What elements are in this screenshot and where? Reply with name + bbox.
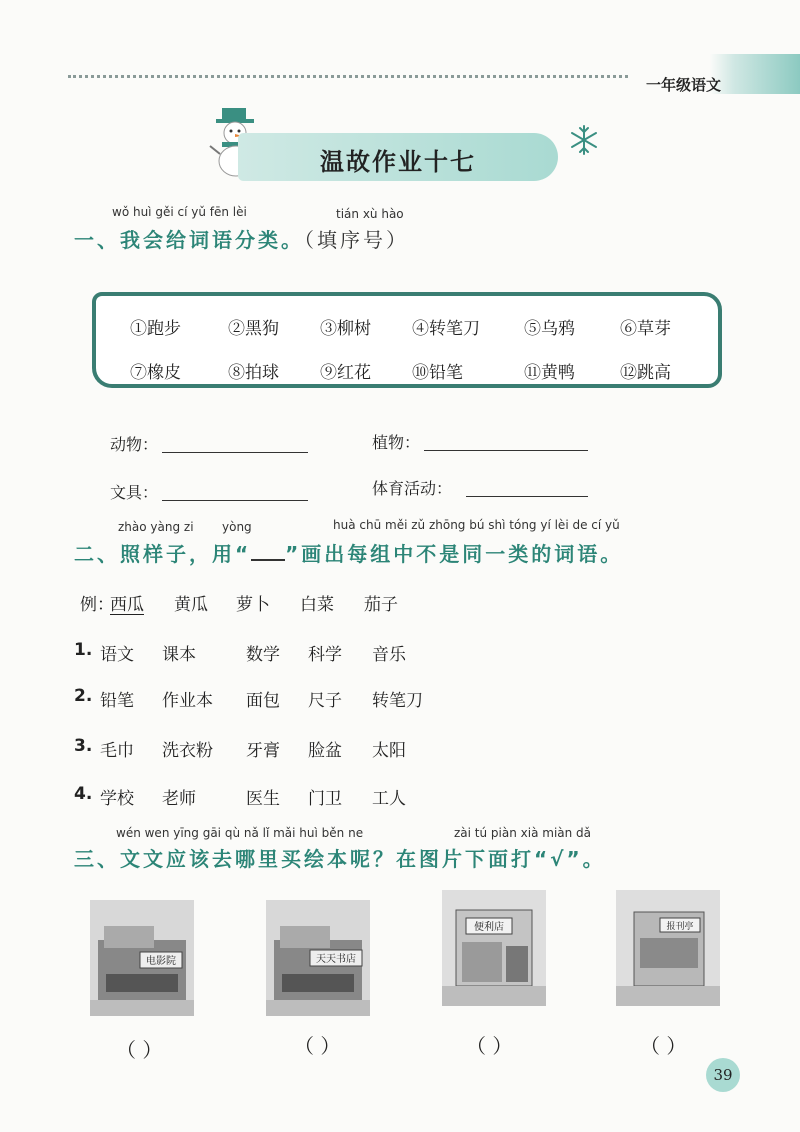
section2-pinyin-2: yòng [222, 520, 252, 534]
answer-box-newsstand[interactable]: （ ） [640, 1034, 687, 1058]
example-label: 例： [80, 595, 114, 615]
blank-label-animals: 动物： [110, 435, 159, 454]
section2-heading-a: 二、照样子，用“ [74, 542, 252, 566]
section1-heading-text: 一、我会给词语分类。 [74, 228, 304, 252]
word-item: ⑧拍球 [228, 363, 279, 383]
row-word[interactable]: 医生 [246, 789, 280, 809]
example-word: 茄子 [364, 595, 398, 615]
example-word: 西瓜 [110, 595, 144, 615]
row-word[interactable]: 太阳 [372, 741, 406, 761]
row-word[interactable]: 课本 [162, 645, 196, 665]
section2-heading [74, 538, 623, 567]
section1-pinyin-2: tián xù hào [336, 207, 404, 221]
row-word[interactable]: 作业本 [162, 691, 213, 711]
row-word[interactable]: 尺子 [308, 691, 342, 711]
cinema-picture [90, 900, 194, 1016]
example-word: 黄瓜 [174, 595, 208, 615]
convenience-store-sign: 便利店 [474, 922, 504, 933]
answer-box-cinema[interactable]: （ ） [116, 1038, 163, 1062]
row-word[interactable]: 音乐 [372, 645, 406, 665]
word-item: ⑫跳高 [620, 363, 671, 383]
example-word: 白菜 [300, 595, 334, 615]
snowflake-icon [568, 124, 600, 156]
example-word: 萝卜 [236, 595, 270, 615]
cinema-sign: 电影院 [146, 956, 176, 967]
word-item: ③柳树 [320, 319, 371, 339]
row-word[interactable]: 语文 [100, 645, 134, 665]
section3-heading: 三、文文应该去哪里买绘本呢？在图片下面打“√”。 [74, 847, 606, 871]
row-word[interactable]: 学校 [100, 789, 134, 809]
row-word[interactable]: 科学 [308, 645, 342, 665]
section2-heading-b: ”画出每组中不是同一类的词语。 [285, 542, 624, 566]
row-number: 3. [74, 736, 93, 756]
title-banner [238, 133, 558, 181]
section2-pinyin-3: huà chū měi zǔ zhōng bú shì tóng yí lèi de cí yǔ [333, 518, 620, 532]
row-word[interactable]: 洗衣粉 [162, 741, 213, 761]
row-word[interactable]: 铅笔 [100, 691, 134, 711]
newsstand-sign: 报刊亭 [666, 922, 694, 932]
row-word[interactable]: 数学 [246, 645, 280, 665]
row-word[interactable]: 门卫 [308, 789, 342, 809]
blank-label-sports: 体育活动： [372, 479, 453, 498]
blank-label-stationery: 文具： [110, 483, 159, 502]
row-word[interactable]: 转笔刀 [372, 691, 423, 711]
blank-animals[interactable] [162, 452, 308, 453]
word-bank [92, 292, 722, 388]
blank-stationery[interactable] [162, 500, 308, 501]
blank-label-plants: 植物： [372, 433, 421, 452]
section3-pinyin: wén wen yīng gāi qù nǎ lǐ mǎi huì běn ne [116, 826, 364, 840]
word-item: ⑥草芽 [620, 319, 671, 339]
word-item: ①跑步 [130, 319, 181, 339]
header-dotted-line [68, 75, 628, 78]
word-item: ②黑狗 [228, 319, 279, 339]
row-word[interactable]: 老师 [162, 789, 196, 809]
row-number: 4. [74, 784, 93, 804]
row-word[interactable]: 牙膏 [246, 741, 280, 761]
answer-box-bookstore[interactable]: （ ） [294, 1034, 341, 1058]
page-title: 温故作业十七 [320, 148, 476, 176]
answer-box-convenience-store[interactable]: （ ） [466, 1034, 513, 1058]
word-item: ⑦橡皮 [130, 363, 181, 383]
word-item: ⑨红花 [320, 363, 371, 383]
word-item: ⑪黄鸭 [524, 363, 575, 383]
row-word[interactable]: 面包 [246, 691, 280, 711]
page-number: 39 [706, 1058, 740, 1092]
row-word[interactable]: 工人 [372, 789, 406, 809]
word-item: ⑩铅笔 [412, 363, 463, 383]
blank-sports[interactable] [466, 496, 588, 497]
section2-pinyin: zhào yàng zi [118, 520, 194, 534]
blank-plants[interactable] [424, 450, 588, 451]
convenience-store-picture [442, 890, 546, 1006]
underline-sample [251, 547, 285, 561]
word-item: ④转笔刀 [412, 319, 480, 339]
bookstore-picture [266, 900, 370, 1016]
row-number: 1. [74, 640, 93, 660]
bookstore-sign: 天天书店 [316, 954, 356, 965]
section1-pinyin: wǒ huì gěi cí yǔ fēn lèi [112, 205, 247, 219]
grade-label: 一年级语文 [646, 76, 722, 94]
row-number: 2. [74, 686, 93, 706]
word-item: ⑤乌鸦 [524, 319, 575, 339]
newsstand-picture [616, 890, 720, 1006]
row-word[interactable]: 脸盆 [308, 741, 342, 761]
section1-heading-paren: （填序号） [304, 228, 409, 252]
row-word[interactable]: 毛巾 [100, 741, 134, 761]
section3-pinyin-2: zài tú piàn xià miàn dǎ [454, 826, 592, 840]
section1-heading [74, 224, 409, 253]
